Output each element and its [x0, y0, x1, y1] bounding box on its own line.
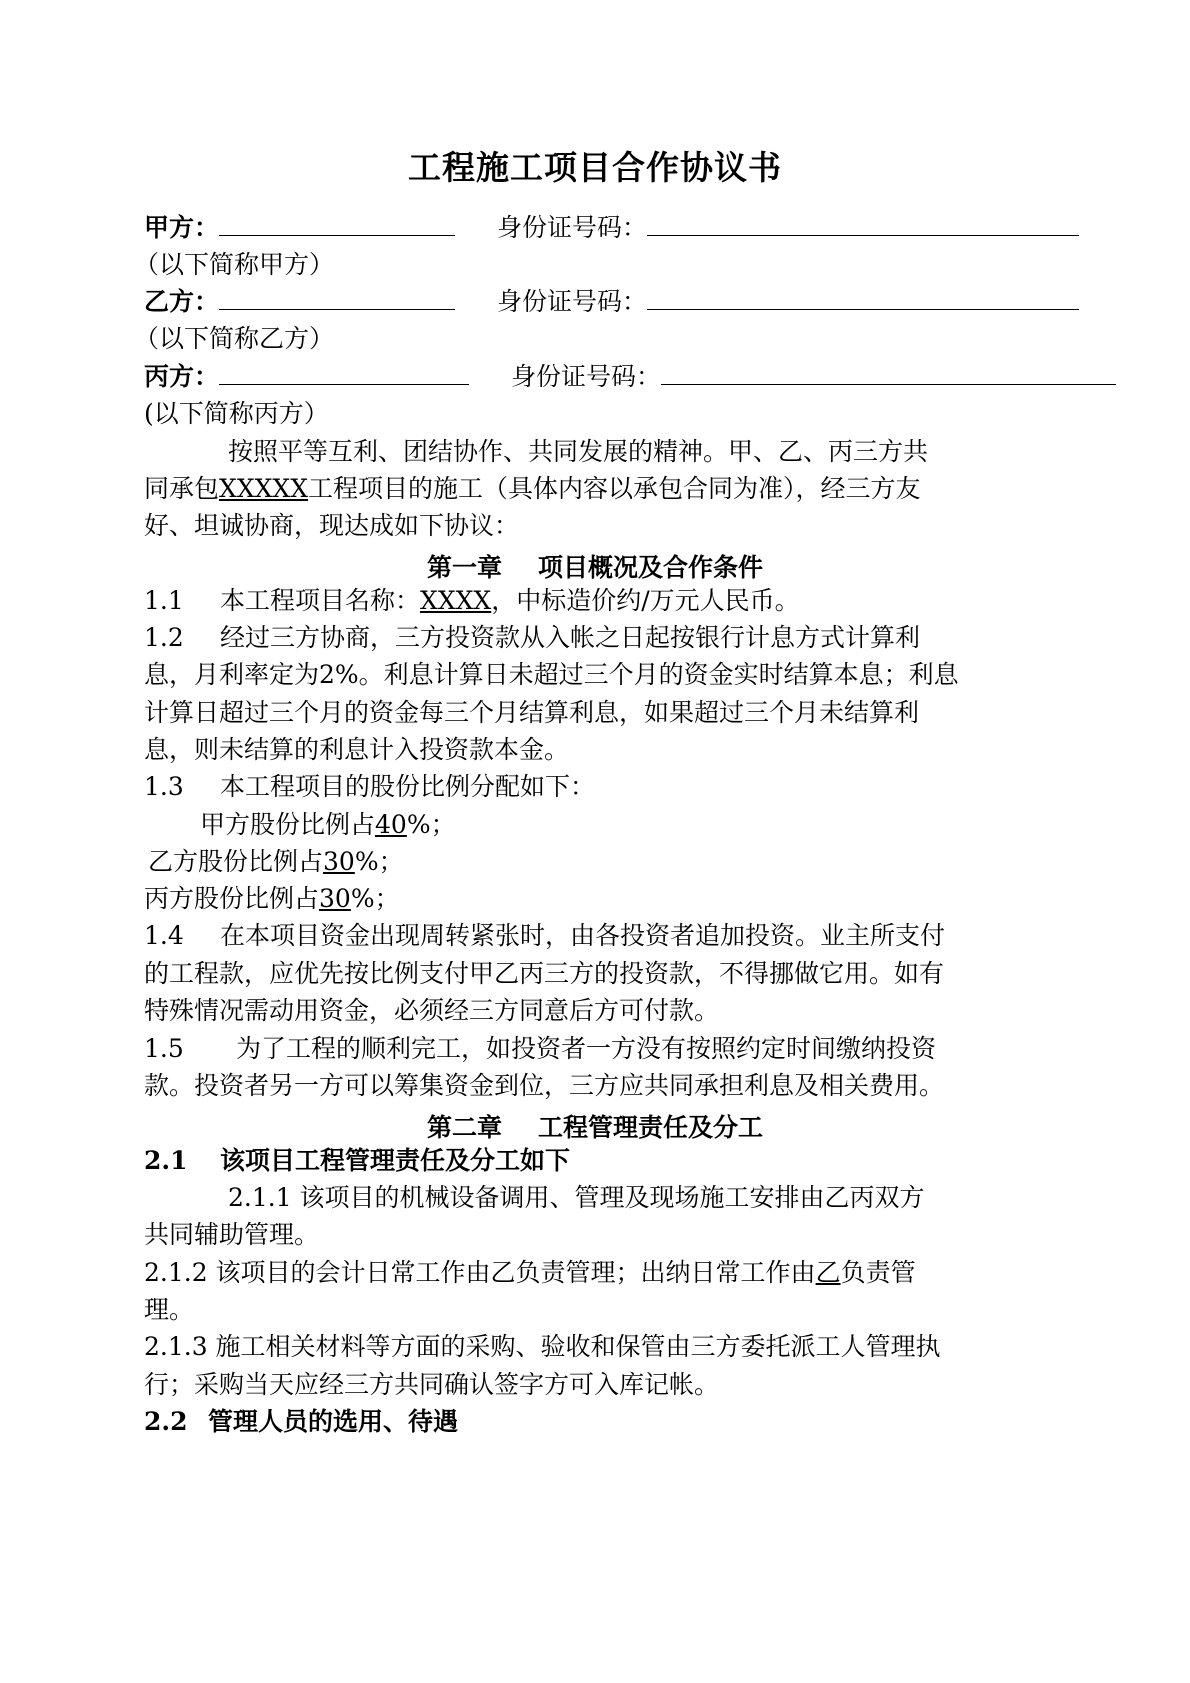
clause-1-2-line-3: 计算日超过三个月的资金每三个月结算利息，如果超过三个月未结算利 — [144, 698, 920, 727]
party-a-label: 甲方： — [144, 213, 220, 242]
party-c-note: (以下简称丙方） — [144, 399, 329, 428]
party-b-note: （以下简称乙方） — [134, 324, 335, 353]
share-c-value: 30 — [319, 884, 351, 913]
clause-1-2-line-4: 息，则未结算的利息计入投资款本金。 — [144, 735, 570, 764]
party-c-label: 丙方： — [144, 362, 220, 391]
party-a-row — [144, 213, 1079, 243]
party-c-name-blank — [219, 362, 469, 385]
share-party-a: 甲方股份比例占40%； — [200, 810, 456, 839]
party-c-id-label: 身份证号码： — [511, 362, 662, 391]
clause-1-5-line-2: 款。投资者另一方可以筹集资金到位，三方应共同承担利息及相关费用。 — [144, 1071, 945, 1100]
party-a-id-blank — [647, 213, 1079, 236]
clause-1-2-line-2: 息，月利率定为2%。利息计算日未超过三个月的资金实时结算本息；利息 — [144, 660, 959, 689]
clause-1-4-line-3: 特殊情况需动用资金，必须经三方同意后方可付款。 — [144, 996, 720, 1025]
chapter-2-heading: 第二章 工程管理责任及分工 — [426, 1113, 764, 1142]
clause-1-2: 1.2 经过三方协商，三方投资款从入帐之日起按银行计息方式计算利 — [144, 623, 921, 652]
clause-2-2: 2.2 管理人员的选用、待遇 — [144, 1407, 459, 1436]
clause-2-1-2: 2.1.2 该项目的会计日常工作由乙负责管理；出纳日常工作由乙负责管 — [144, 1258, 916, 1287]
cashier-party: 乙 — [815, 1258, 841, 1287]
party-a-note: （以下简称甲方） — [134, 250, 335, 279]
clause-1-1: 1.1 本工程项目名称：XXXX，中标造价约/万元人民币。 — [144, 586, 800, 615]
clause-2-1-3-line-2: 行；采购当天应经三方共同确认签字方可入库记帐。 — [144, 1370, 720, 1399]
share-b-value: 30 — [323, 847, 355, 876]
clause-1-5: 1.5 为了工程的顺利完工，如投资者一方没有按照约定时间缴纳投资 — [144, 1034, 937, 1063]
party-b-label: 乙方： — [144, 287, 220, 316]
clause-1-3: 1.3 本工程项目的股份比例分配如下： — [144, 772, 596, 801]
party-b-row — [144, 287, 1079, 317]
share-party-b: 乙方股份比例占30%； — [148, 847, 404, 876]
share-a-value: 40 — [375, 810, 407, 839]
clause-1-4-line-2: 的工程款，应优先按比例支付甲乙丙三方的投资款，不得挪做它用。如有 — [144, 959, 945, 988]
preamble-line-2: 同承包XXXXX工程项目的施工（具体内容以承包合同为准），经三方友 — [144, 474, 921, 503]
clause-2-1: 2.1 该项目工程管理责任及分工如下 — [144, 1146, 571, 1175]
party-b-id-blank — [647, 287, 1079, 310]
project-code: XXXXX — [219, 474, 309, 503]
clause-2-1-1: 2.1.1 该项目的机械设备调用、管理及现场施工安排由乙丙双方 — [228, 1183, 925, 1212]
document-title: 工程施工项目合作协议书 — [408, 148, 782, 187]
share-party-c: 丙方股份比例占30%； — [144, 884, 400, 913]
party-c-row — [144, 362, 1116, 392]
party-a-name-blank — [219, 213, 455, 236]
preamble-line-1: 按照平等互利、团结协作、共同发展的精神。甲、乙、丙三方共 — [228, 437, 929, 466]
clause-1-4: 1.4 在本项目资金出现周转紧张时，由各投资者追加投资。业主所支付 — [144, 921, 946, 950]
clause-2-1-1-line-2: 共同辅助管理。 — [144, 1220, 320, 1249]
party-b-id-label: 身份证号码： — [497, 287, 648, 316]
party-c-id-blank — [661, 362, 1116, 385]
party-b-name-blank — [219, 287, 455, 310]
preamble-line-3: 好、坦诚协商，现达成如下协议： — [144, 511, 520, 540]
clause-2-1-3: 2.1.3 施工相关材料等方面的采购、验收和保管由三方委托派工人管理执 — [144, 1332, 941, 1361]
clause-2-1-2-line-2: 理。 — [144, 1295, 195, 1324]
party-a-id-label: 身份证号码： — [497, 213, 648, 242]
project-name: XXXX — [420, 586, 492, 615]
chapter-1-heading: 第一章 项目概况及合作条件 — [426, 553, 764, 582]
